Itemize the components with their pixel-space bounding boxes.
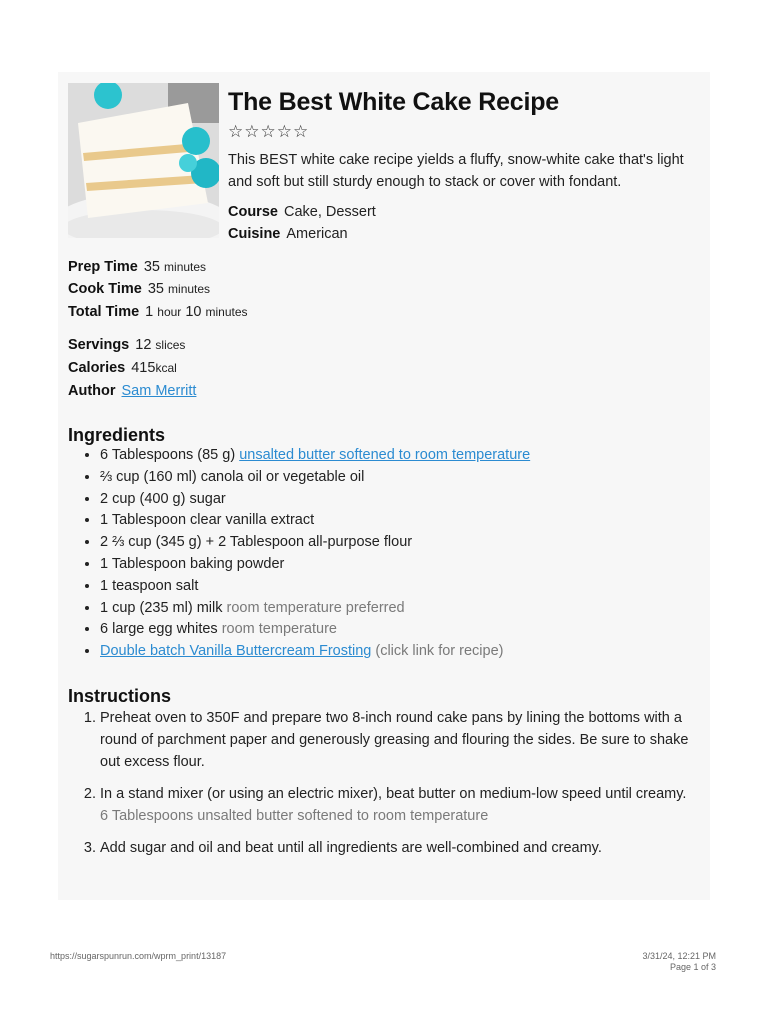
- ingredients-heading: Ingredients: [68, 425, 166, 445]
- prep-time-unit: minutes: [164, 260, 207, 274]
- ingredient-item: [100, 641, 700, 663]
- ingredient-link[interactable]: Double batch Vanilla Buttercream Frosting: [100, 643, 372, 660]
- total-hours-unit: hour: [157, 305, 182, 319]
- cook-time-unit: minutes: [168, 282, 211, 296]
- cook-time-label: Cook Time: [68, 281, 142, 297]
- ingredient-item: [100, 598, 700, 620]
- instructions-heading: Instructions: [68, 686, 172, 706]
- ingredient-note: (click link for recipe): [371, 643, 504, 660]
- instruction-step: [100, 783, 700, 827]
- cuisine-label: Cuisine: [228, 226, 281, 242]
- footer-datetime: 3/31/24, 12:21 PM: [642, 951, 716, 961]
- ingredient-text: 6 Tablespoons (85 g): [100, 447, 240, 463]
- footer-meta: [642, 951, 716, 973]
- ingredient-text: 2 ⅔ cup (345 g) + 2 Tablespoon all-purpose flour: [100, 534, 413, 551]
- footer-url: https://sugarspunrun.com/wprm_print/13187: [50, 951, 227, 961]
- course-row: [228, 204, 376, 220]
- ingredient-text: 1 teaspoon salt: [100, 577, 199, 594]
- author-link[interactable]: Sam Merritt: [121, 383, 197, 399]
- ingredient-text: ⅔ cup (160 ml) canola oil or vegetable oil: [100, 468, 365, 485]
- author-label: Author: [68, 383, 116, 399]
- ingredient-note: room temperature: [221, 621, 337, 638]
- course-label: Course: [228, 204, 278, 220]
- recipe-title: The Best White Cake Recipe: [228, 88, 560, 116]
- ingredient-item: [100, 445, 700, 467]
- cook-time-row: [68, 281, 210, 297]
- calories-unit: kcal: [155, 361, 177, 375]
- ingredient-text: 1 Tablespoon clear vanilla extract: [100, 512, 315, 529]
- instruction-text: Preheat oven to 350F and prepare two 8-inch round cake pans by lining the bottoms with a round of parchment paper and generously greasing and flouring the sides. Be sure to shake out excess flour.: [100, 710, 689, 770]
- rating-stars-icon[interactable]: ☆☆☆☆☆: [228, 122, 310, 141]
- servings-unit: slices: [155, 338, 186, 352]
- ingredient-item: [100, 510, 700, 532]
- instruction-step: [100, 707, 700, 773]
- instruction-step: [100, 837, 700, 859]
- instructions-list: [68, 707, 700, 869]
- total-minutes-value: 10: [185, 304, 202, 320]
- ingredients-list: [68, 445, 700, 663]
- servings-label: Servings: [68, 337, 130, 353]
- calories-label: Calories: [68, 360, 126, 376]
- ingredient-item: [100, 532, 700, 554]
- total-hours-value: 1: [145, 304, 154, 320]
- instruction-ingredient-note: 6 Tablespoons unsalted butter softened to room temperature: [100, 808, 489, 824]
- author-row: [68, 383, 196, 399]
- instruction-text: In a stand mixer (or using an electric mixer), beat butter on medium-low speed until creamy.: [100, 786, 687, 802]
- prep-time-row: [68, 259, 206, 275]
- calories-value: 415: [131, 360, 156, 376]
- instruction-text: Add sugar and oil and beat until all ingredients are well-combined and creamy.: [100, 840, 602, 856]
- calories-row: [68, 360, 177, 376]
- total-minutes-unit: minutes: [205, 305, 248, 319]
- prep-time-label: Prep Time: [68, 259, 138, 275]
- cuisine-row: [228, 226, 348, 242]
- ingredient-item: [100, 576, 700, 598]
- cook-time-value: 35: [147, 281, 164, 297]
- ingredient-text: 2 cup (400 g) sugar: [100, 490, 226, 507]
- total-time-label: Total Time: [68, 304, 140, 320]
- prep-time-value: 35: [143, 259, 160, 275]
- ingredient-text: 6 large egg whites: [100, 621, 222, 638]
- cake-photo: [68, 83, 219, 238]
- servings-value: 12: [135, 337, 152, 353]
- total-time-row: [68, 304, 248, 320]
- ingredient-item: [100, 554, 700, 576]
- ingredient-link[interactable]: unsalted butter softened to room temperature: [239, 447, 531, 463]
- ingredient-text: 1 cup (235 ml) milk: [100, 599, 227, 616]
- ingredient-note: room temperature preferred: [226, 599, 405, 616]
- cuisine-value: American: [286, 226, 348, 242]
- ingredient-item: [100, 467, 700, 489]
- recipe-summary: This BEST white cake recipe yields a fluffy, snow-white cake that's light and soft but still sturdy enough to stack or cover with fondant.: [228, 152, 684, 190]
- course-value: Cake, Dessert: [283, 204, 376, 220]
- servings-row: [68, 337, 185, 353]
- ingredient-item: [100, 619, 700, 641]
- ingredient-text: 1 Tablespoon baking powder: [100, 555, 285, 572]
- footer-page-number: Page 1 of 3: [669, 962, 716, 972]
- ingredient-item: [100, 489, 700, 511]
- recipe-card: [58, 72, 710, 900]
